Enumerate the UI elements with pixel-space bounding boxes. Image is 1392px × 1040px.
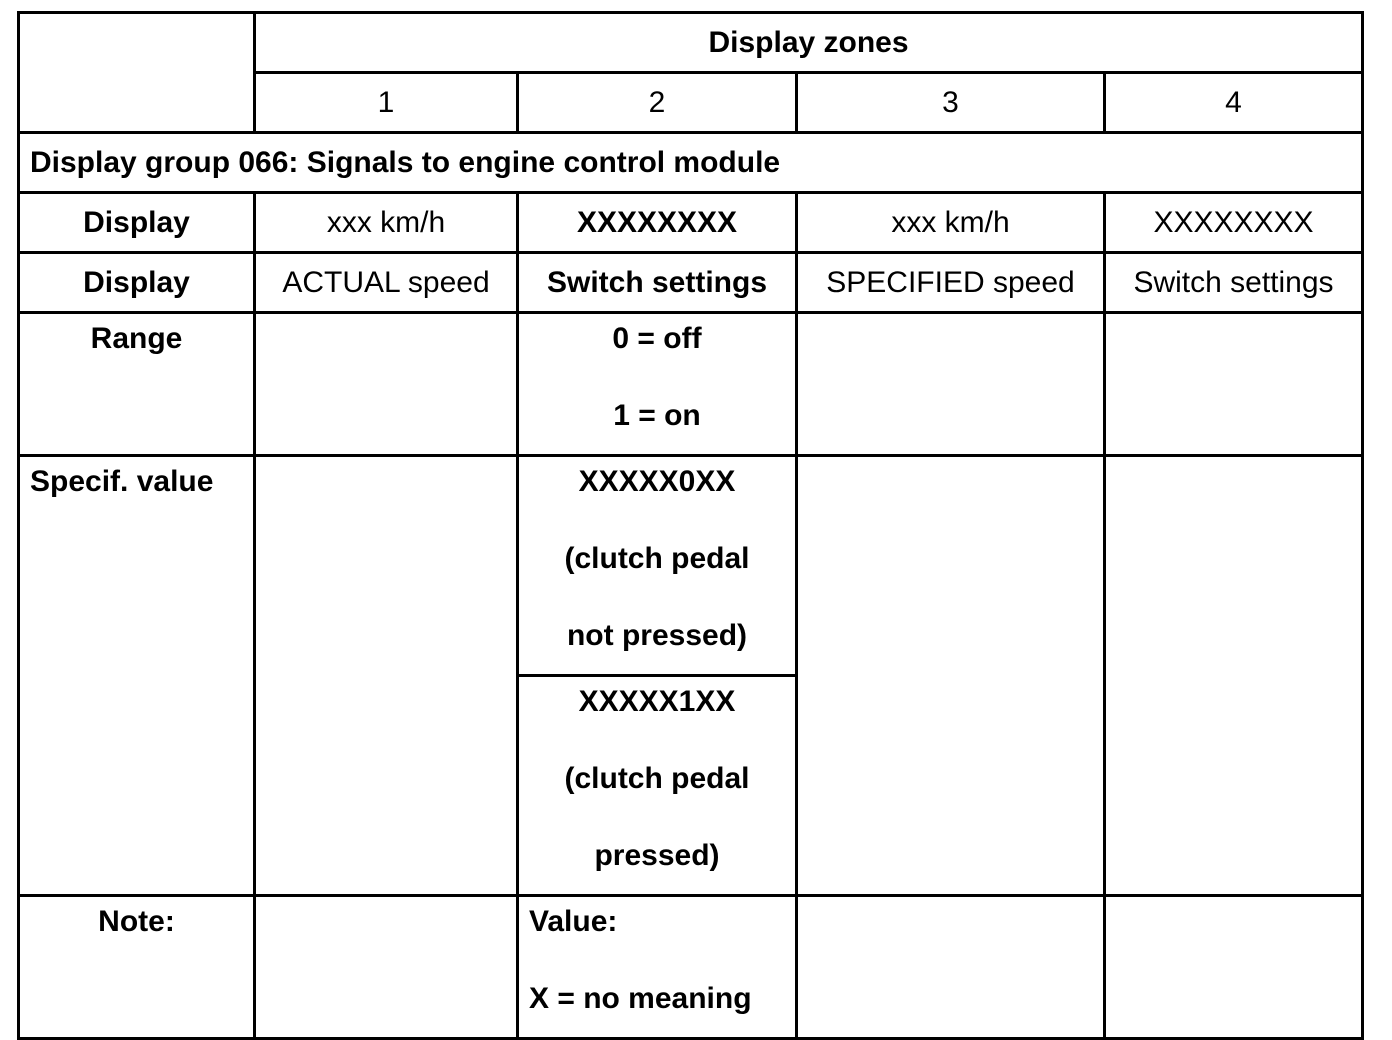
specif-value-code-1: XXXXX1XX	[578, 685, 736, 718]
range-on-text: 1 = on	[613, 399, 701, 432]
specif-value-desc-1-line1: (clutch pedal	[564, 762, 750, 795]
display-value-zone-1: xxx km/h	[255, 193, 518, 253]
specif-value-code-0: XXXXX0XX	[578, 465, 736, 498]
zone-number-3: 3	[797, 73, 1105, 133]
note-x-meaning: X = no meaning	[529, 982, 752, 1015]
range-off-text: 0 = off	[612, 322, 702, 355]
specif-value-zone-4	[1105, 456, 1363, 896]
note-zone-2	[518, 896, 797, 1039]
display-name-zone-2: Switch settings	[518, 253, 797, 313]
zone-number-2: 2	[518, 73, 797, 133]
specif-value-zone-3	[797, 456, 1105, 896]
display-name-zone-4: Switch settings	[1105, 253, 1363, 313]
specif-value-zone-2-pressed	[518, 676, 797, 896]
specif-value-label-text: Specif. value	[30, 465, 214, 498]
row-label-specif-value	[19, 456, 255, 896]
specif-value-zone-1	[255, 456, 518, 896]
display-zones-heading: Display zones	[255, 13, 1363, 73]
note-zone-4	[1105, 896, 1363, 1039]
range-label-text: Range	[90, 322, 183, 355]
display-group-table	[17, 11, 1364, 1040]
display-name-zone-1: ACTUAL speed	[255, 253, 518, 313]
display-value-zone-4: XXXXXXXX	[1105, 193, 1363, 253]
display-group-title: Display group 066: Signals to engine control module	[19, 133, 1363, 193]
row-label-range	[19, 313, 255, 456]
note-zone-3	[797, 896, 1105, 1039]
range-zone-4	[1105, 313, 1363, 456]
range-zone-2	[518, 313, 797, 456]
row-label-display-names: Display	[19, 253, 255, 313]
display-value-zone-2: XXXXXXXX	[518, 193, 797, 253]
display-value-zone-3: xxx km/h	[797, 193, 1105, 253]
note-zone-1	[255, 896, 518, 1039]
zone-number-1: 1	[255, 73, 518, 133]
specif-value-desc-0-line2: not pressed)	[566, 619, 748, 652]
note-label-text: Note:	[98, 905, 175, 938]
specif-value-desc-0-line1: (clutch pedal	[564, 542, 750, 575]
row-label-display-values: Display	[19, 193, 255, 253]
specif-value-zone-2-not-pressed	[518, 456, 797, 676]
note-value-heading: Value:	[529, 905, 618, 938]
row-label-note	[19, 896, 255, 1039]
display-name-zone-3: SPECIFIED speed	[797, 253, 1105, 313]
range-zone-1	[255, 313, 518, 456]
range-zone-3	[797, 313, 1105, 456]
header-corner-cell	[19, 13, 255, 133]
specif-value-desc-1-line2: pressed)	[594, 839, 720, 872]
zone-number-4: 4	[1105, 73, 1363, 133]
